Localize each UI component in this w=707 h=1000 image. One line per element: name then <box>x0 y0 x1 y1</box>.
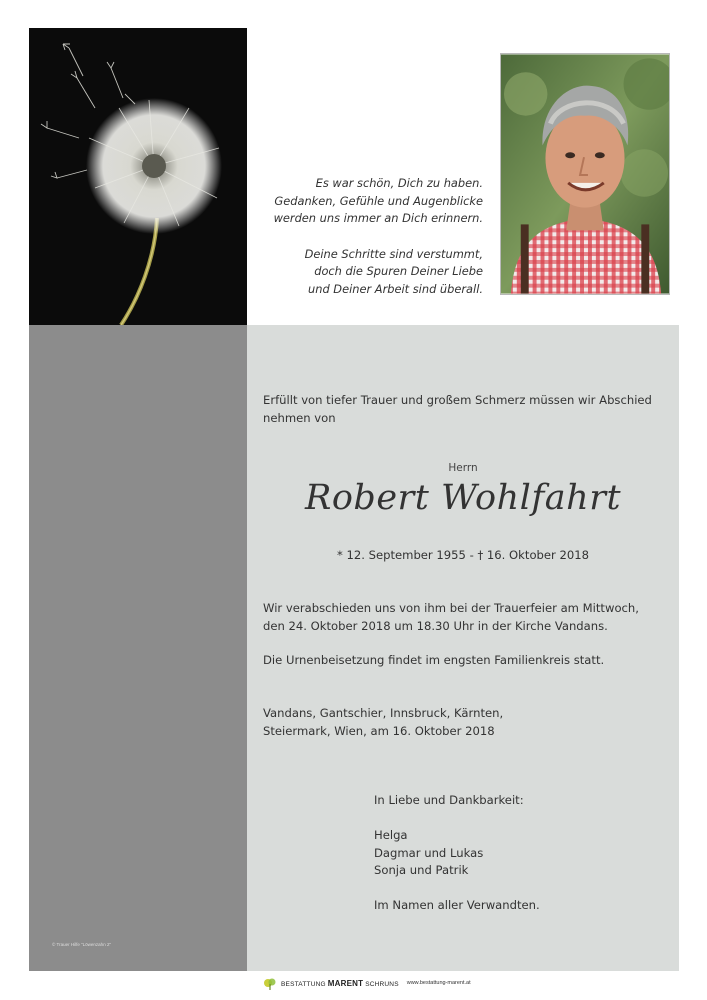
poem-line: werden uns immer an Dich erinnern. <box>273 211 483 225</box>
poem <box>203 175 483 316</box>
signer-name: Dagmar und Lukas <box>374 845 484 860</box>
urn-burial-info: Die Urnenbeisetzung findet im engsten Familienkreis statt. <box>263 653 605 667</box>
footer-prefix: BESTATTUNG <box>281 980 326 988</box>
footer <box>263 975 471 991</box>
life-dates: * 12. September 1955 - † 16. Oktober 2018 <box>337 548 589 562</box>
poem-line: Deine Schritte sind verstummt, <box>304 246 483 261</box>
intro-text: Erfüllt von tiefer Trauer und großem Schmerz müssen wir Abschied nehmen von <box>263 393 652 425</box>
salutation: Herrn <box>448 462 478 474</box>
signer-name: Helga <box>374 828 408 842</box>
footer-website-link[interactable]: www.bestattung-marent.at <box>406 980 471 986</box>
portrait-photo <box>500 53 670 295</box>
poem-stanza-1 <box>203 175 483 228</box>
ceremony-info <box>263 600 673 635</box>
footer-brand <box>281 979 399 988</box>
poem-line: Gedanken, Gefühle und Augenblicke <box>274 193 483 208</box>
mourners-list <box>374 792 664 915</box>
place-date <box>263 705 673 740</box>
ceremony-line: den 24. Oktober 2018 um 18.30 Uhr in der Kirche Vandans. <box>263 618 608 633</box>
signers-greeting: In Liebe und Dankbarkeit: <box>374 793 524 807</box>
deceased-name: Robert Wohlfahrt <box>304 478 622 518</box>
poem-line: und Deiner Arbeit sind überall. <box>308 281 483 296</box>
footer-brand-name: MARENT <box>327 978 364 988</box>
footer-town: SCHRUNS <box>365 980 399 988</box>
ceremony-line: Wir verabschieden uns von ihm bei der Trauerfeier am Mittwoch, <box>263 601 639 615</box>
poem-line: Es war schön, Dich zu haben. <box>315 176 483 190</box>
place-line: Vandans, Gantschier, Innsbruck, Kärnten, <box>263 706 504 720</box>
signers-closing: Im Namen aller Verwandten. <box>374 898 540 912</box>
left-grey-band <box>29 325 247 971</box>
signer-name: Sonja und Patrik <box>374 863 469 877</box>
place-line: Steiermark, Wien, am 16. Oktober 2018 <box>263 723 495 738</box>
funeral-home-logo-icon <box>263 976 277 990</box>
copyright-note: © Trauer Hilfe "Löwenzahn 2" <box>52 942 112 947</box>
poem-line: doch die Spuren Deiner Liebe <box>314 264 483 278</box>
poem-stanza-2 <box>203 246 483 299</box>
